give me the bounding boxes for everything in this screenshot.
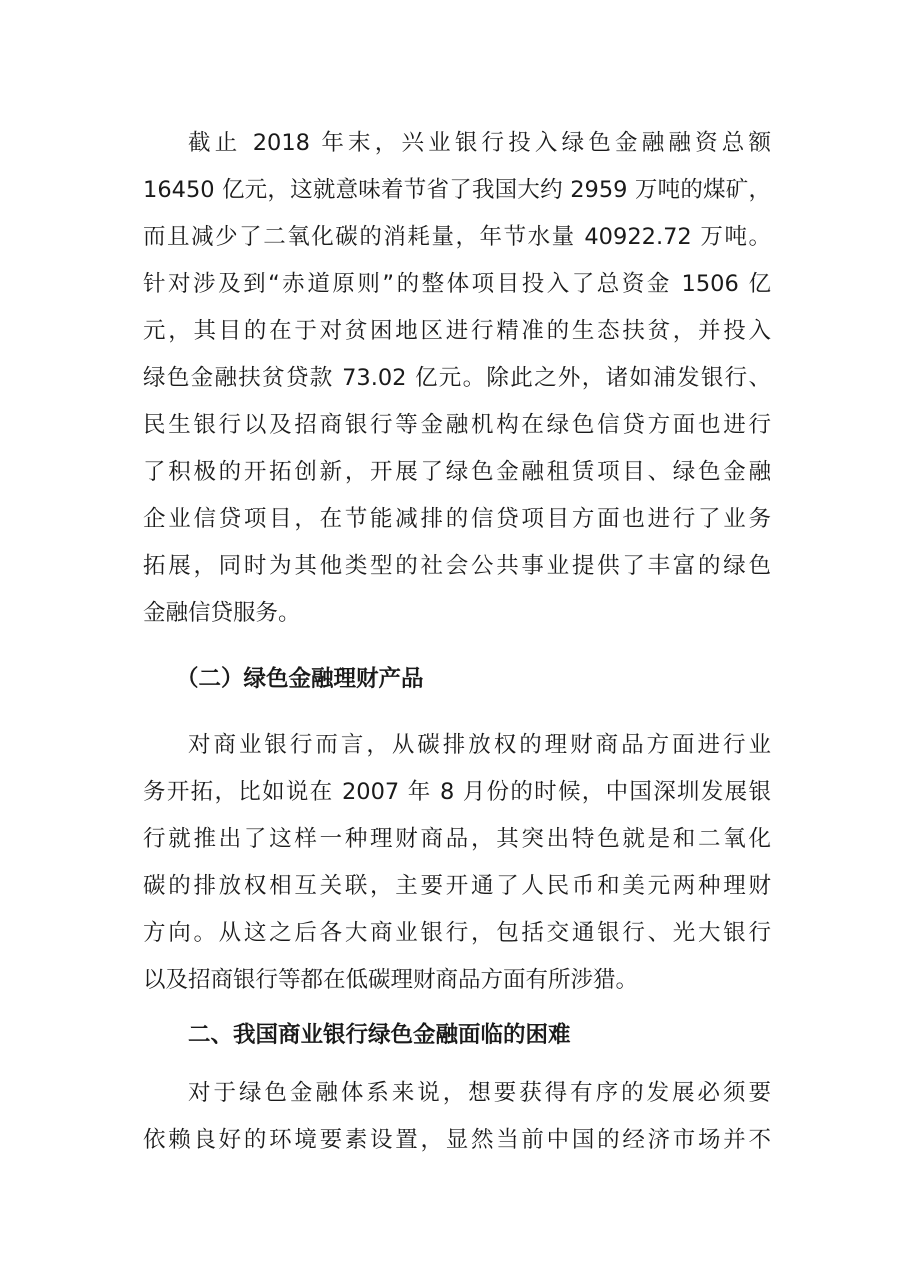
- text-line: 民生银行以及招商银行等金融机构在绿色信贷方面也进行: [143, 412, 771, 438]
- text-line: 碳的排放权相互关联，主要开通了人民币和美元两种理财: [143, 873, 771, 899]
- text-line: 方向。从这之后各大商业银行，包括交通银行、光大银行: [143, 920, 771, 946]
- text-line: 截止 2018 年末，兴业银行投入绿色金融融资总额: [188, 130, 771, 156]
- text-line: 企业信贷项目，在节能减排的信贷项目方面也进行了业务: [143, 506, 771, 532]
- text-line: 对于绿色金融体系来说，想要获得有序的发展必须要: [188, 1080, 771, 1106]
- text-line: 16450 亿元，这就意味着节省了我国大约 2959 万吨的煤矿，: [143, 177, 771, 203]
- section-heading: 二、我国商业银行绿色金融面临的困难: [188, 1022, 571, 1048]
- text-line: 行就推出了这样一种理财商品，其突出特色就是和二氧化: [143, 826, 771, 852]
- text-line: 针对涉及到“赤道原则”的整体项目投入了总资金 1506 亿: [143, 271, 771, 297]
- section-heading: （二）绿色金融理财产品: [176, 666, 424, 692]
- text-line: 拓展，同时为其他类型的社会公共事业提供了丰富的绿色: [143, 553, 771, 579]
- text-line: 元，其目的在于对贫困地区进行精准的生态扶贫，并投入: [143, 318, 771, 344]
- text-line: 绿色金融扶贫贷款 73.02 亿元。除此之外，诸如浦发银行、: [143, 365, 771, 391]
- text-line: 对商业银行而言，从碳排放权的理财商品方面进行业: [188, 732, 771, 758]
- text-line: 而且减少了二氧化碳的消耗量，年节水量 40922.72 万吨。: [143, 224, 771, 250]
- text-line: 以及招商银行等都在低碳理财商品方面有所涉猎。: [143, 967, 639, 993]
- text-line: 了积极的开拓创新，开展了绿色金融租赁项目、绿色金融: [143, 459, 771, 485]
- text-line: 务开拓，比如说在 2007 年 8 月份的时候，中国深圳发展银: [143, 779, 771, 805]
- text-line: 依赖良好的环境要素设置，显然当前中国的经济市场并不: [143, 1127, 771, 1153]
- text-line: 金融信贷服务。: [143, 600, 301, 626]
